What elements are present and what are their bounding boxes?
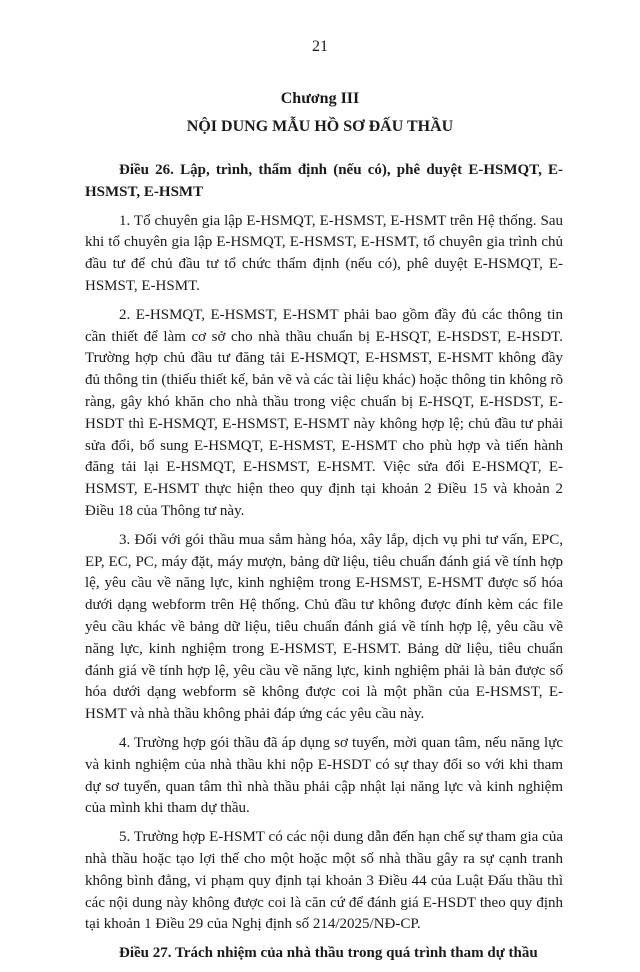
article-27-title: Điều 27. Trách nhiệm của nhà thầu trong quá trình tham dự thầu [119, 945, 538, 962]
chapter-heading: Chương III [280, 90, 360, 107]
chapter-title: NỘI DUNG MẪU HỒ SƠ ĐẤU THẦU [186, 118, 454, 135]
article-26-paragraph-1: 1. Tổ chuyên gia lập E-HSMQT, E-HSMST, E-HSMT trên Hệ thống. Sau khi tổ chuyên gia lập E-HSMQT, E-HSMST, E-HSMT, tổ chuyên gia trình chủ đầu tư để chủ đầu tư tổ chức thẩm định (nếu có), phê duyệt E-HSMQT, E-HSMST, E-HSMT. [85, 212, 563, 294]
article-26-paragraph-5: 5. Trường hợp E-HSMT có các nội dung dẫn đến hạn chế sự tham gia của nhà thầu hoặc tạo lợi thế cho một hoặc một số nhà thầu gây ra sự cạnh tranh không bình đẳng, vi phạm quy định tại khoản 3 Điều 44 của Luật Đấu thầu thì các nội dung này không được coi là căn cứ để đánh giá E-HSDT theo quy định tại khoản 1 Điều 29 của Nghị định số 214/2025/NĐ-CP. [85, 829, 563, 933]
article-26-paragraph-2: 2. E-HSMQT, E-HSMST, E-HSMT phải bao gồm đầy đủ các thông tin cần thiết để làm cơ sở cho nhà thầu chuẩn bị E-HSQT, E-HSDST, E-HSDT. Trường hợp chủ đầu tư đăng tải E-HSMQT, E-HSMST, E-HSMT không đầy đủ thông tin (thiếu thiết kế, bản vẽ và các tài liệu khác) hoặc thông tin không rõ ràng, gây khó khăn cho nhà thầu trong việc chuẩn bị E-HSQT, E-HSDST, E-HSDT thì E-HSMQT, E-HSMST, E-HSMT này không hợp lệ; chủ đầu tư phải sửa đổi, bổ sung E-HSMQT, E-HSMST, E-HSMT cho phù hợp và tiến hành đăng tải lại E-HSMQT, E-HSMST, E-HSMT. Việc sửa đổi E-HSMQT, E-HSMST, E-HSMT thực hiện theo quy định tại khoản 2 Điều 15 và khoản 2 Điều 18 của Thông tư này. [85, 306, 563, 519]
article-26-paragraph-3: 3. Đối với gói thầu mua sắm hàng hóa, xây lắp, dịch vụ phi tư vấn, EPC, EP, EC, PC, máy đặt, máy mượn, bảng dữ liệu, tiêu chuẩn đánh giá về tính hợp lệ, yêu cầu về năng lực, kinh nghiệm trong E-HSMST, E-HSMT được số hóa dưới dạng webform trên Hệ thống. Chủ đầu tư không được đính kèm các file yêu cầu khác về bảng dữ liệu, tiêu chuẩn đánh giá về tính hợp lệ, yêu cầu về năng lực, kinh nghiệm trong E-HSMST, E-HSMT. Bảng dữ liệu, tiêu chuẩn đánh giá về tính hợp lệ, yêu cầu về năng lực, kinh nghiệm phải là bản được số hóa dưới dạng webform sẽ không được coi là một phần của E-HSMST, E-HSMT và nhà thầu không phải đáp ứng các yêu cầu này. [85, 531, 563, 723]
article-26-title: Điều 26. Lập, trình, thẩm định (nếu có), phê duyệt E-HSMQT, E-HSMST, E-HSMT [85, 162, 563, 200]
page-number: 21 [312, 38, 328, 55]
article-26-paragraph-4: 4. Trường hợp gói thầu đã áp dụng sơ tuyển, mời quan tâm, nếu năng lực và kinh nghiệm của nhà thầu khi nộp E-HSDT có sự thay đổi so với khi tham dự sơ tuyển, quan tâm thì nhà thầu phải cập nhật lại năng lực và kinh nghiệm của mình khi tham dự thầu. [85, 734, 563, 817]
document-body [85, 160, 563, 972]
